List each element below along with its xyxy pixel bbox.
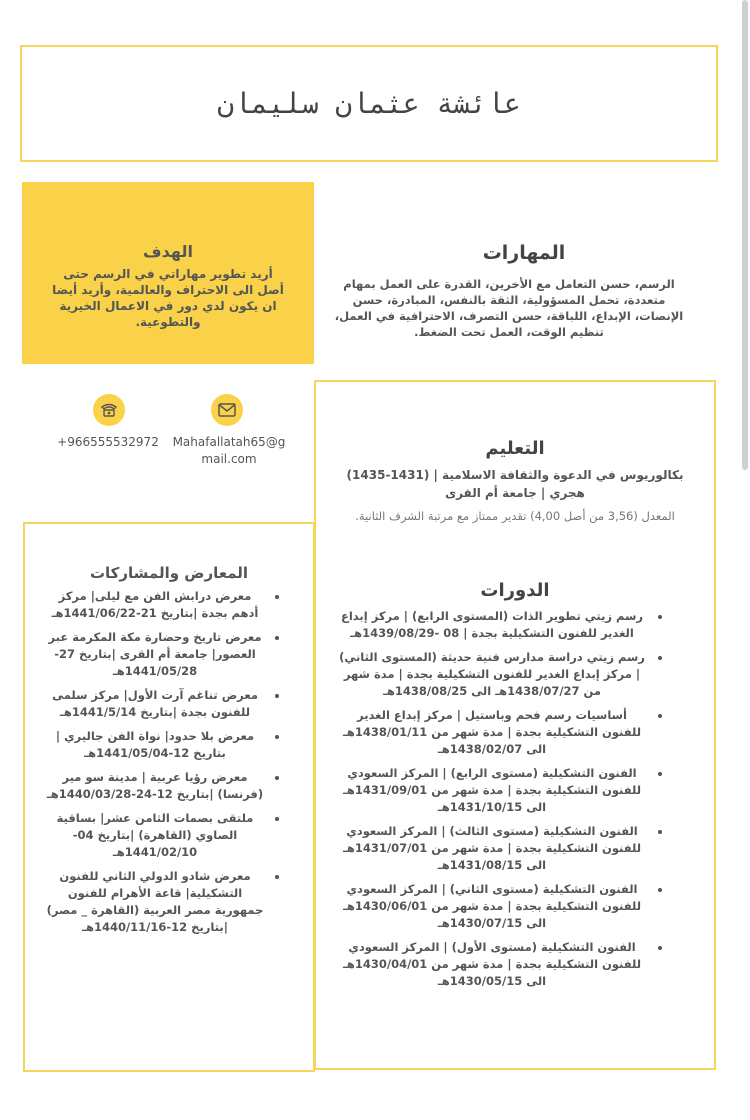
exhibitions-list	[45, 588, 283, 943]
list-item: • رسم زيتي دراسة مدارس فنية حديثة (المستوى الثاني) | مركز إبداع الغدير للفنون التشكيلية بجدة | مدة شهر من 1438/07/27هـ الى 1438/08/25هـ	[336, 649, 648, 700]
objective-box	[22, 182, 314, 364]
exhibitions-box	[23, 522, 315, 1072]
list-item: • معرض درابش الفن مع ليلى| مركز أدهم بجدة |بتاريخ 21-1441/06/22هـ	[45, 588, 265, 622]
applicant-name: عائشة عثمان سليمان	[217, 87, 521, 120]
courses-list	[336, 608, 666, 997]
telephone-icon	[93, 394, 125, 426]
skills-text: الرسم، حسن التعامل مع الأخرين، القدرة على العمل بمهام متعددة، تحمل المسؤولية، الثقة بالنفس، المبادرة، حسن الإنصات، الإبداع، اللباقة، حسن التصرف، الاحترافية في العمل، تنظيم الوقت، العمل تحت الضغط.	[334, 277, 684, 339]
email-link[interactable]: Mahafallatah65@gmail.com	[172, 435, 286, 466]
vertical-scrollbar[interactable]	[742, 0, 748, 470]
list-item: • الفنون التشكيلية (مستوى الأول) | المركز السعودي للفنون التشكيلية بجدة | مدة شهر من 1430/04/01هـ الى 1430/05/15هـ	[336, 939, 648, 990]
list-item: • الفنون التشكيلية (مستوى الرابع) | المركز السعودي للفنون التشكيلية بجدة | مدة شهر من 1431/09/01هـ الى 1431/10/15هـ	[336, 765, 648, 816]
list-item: • الفنون التشكيلية (مستوى الثاني) | المركز السعودي للفنون التشكيلية بجدة | مدة شهر من 1430/06/01هـ الى 1430/07/15هـ	[336, 881, 648, 932]
list-item: • معرض رؤيا عربية | مدينة سو مير (فرنسا) |بتاريخ 12-24-1440/03/28هـ	[45, 769, 265, 803]
envelope-icon	[211, 394, 243, 426]
phone-number[interactable]: +966555532972	[57, 435, 159, 449]
name-header-box	[20, 45, 718, 162]
list-item: • ملتقى بصمات الثامن عشر| بساقية الصاوي (القاهرة) |بتاريخ 04-1441/02/10هـ	[45, 810, 265, 861]
skills-title: المهارات	[482, 242, 566, 264]
list-item: • رسم زيتي تطوير الذات (المستوى الرابع) | مركز إبداع الغدير للفنون التشكيلية بجدة | 08 -1439/08/29هـ	[336, 608, 648, 642]
education-title: التعليم	[485, 438, 545, 459]
education-box	[314, 380, 716, 1070]
list-item: • معرض شادو الدولي الثاني للفنون التشكيلية| قاعة الأهرام للفنون جمهورية مصر العربية (القاهرة _ مصر) |بتاريخ 12-1440/11/16هـ	[45, 868, 265, 936]
list-item: • أساسيات رسم فحم وباستيل | مركز إبداع الغدير للفنون التشكيلية بجدة | مدة شهر من 1438/01/11هـ الى 1438/02/07هـ	[336, 707, 648, 758]
list-item: • الفنون التشكيلية (مستوى الثالث) | المركز السعودي للفنون التشكيلية بجدة | مدة شهر من 1431/07/01هـ الى 1431/08/15هـ	[336, 823, 648, 874]
objective-text: أريد تطوير مهاراتي في الرسم حتى أصل الى الاحتراف والعالمية، وأريد أيضا ان يكون لدي دور في الاعمال الخيرية والتطوعية.	[52, 267, 284, 329]
courses-title: الدورات	[480, 580, 550, 601]
education-degree: بكالوريوس في الدعوة والثقافة الاسلامية | (1431-1435) هجري | جامعة أم القرى	[346, 468, 684, 500]
list-item: • معرض بلا حدود| نواة الفن جاليري |بتاريخ 12-1441/05/04هـ	[45, 728, 265, 762]
objective-title: الهدف	[143, 242, 193, 261]
education-grade: المعدل (3,56 من أصل 4,00) تقدير ممتاز مع مرتبة الشرف الثانية.	[355, 509, 675, 523]
list-item: • معرض تاريخ وحضارة مكة المكرمة عبر العصور| جامعة أم القرى |بتاريخ 27-1441/05/28هـ	[45, 629, 265, 680]
exhibitions-title: المعارض والمشاركات	[89, 564, 249, 582]
list-item: • معرض تناغم آرت الأول| مركز سلمى للفنون بجدة |بتاريخ 1441/5/14هـ	[45, 687, 265, 721]
